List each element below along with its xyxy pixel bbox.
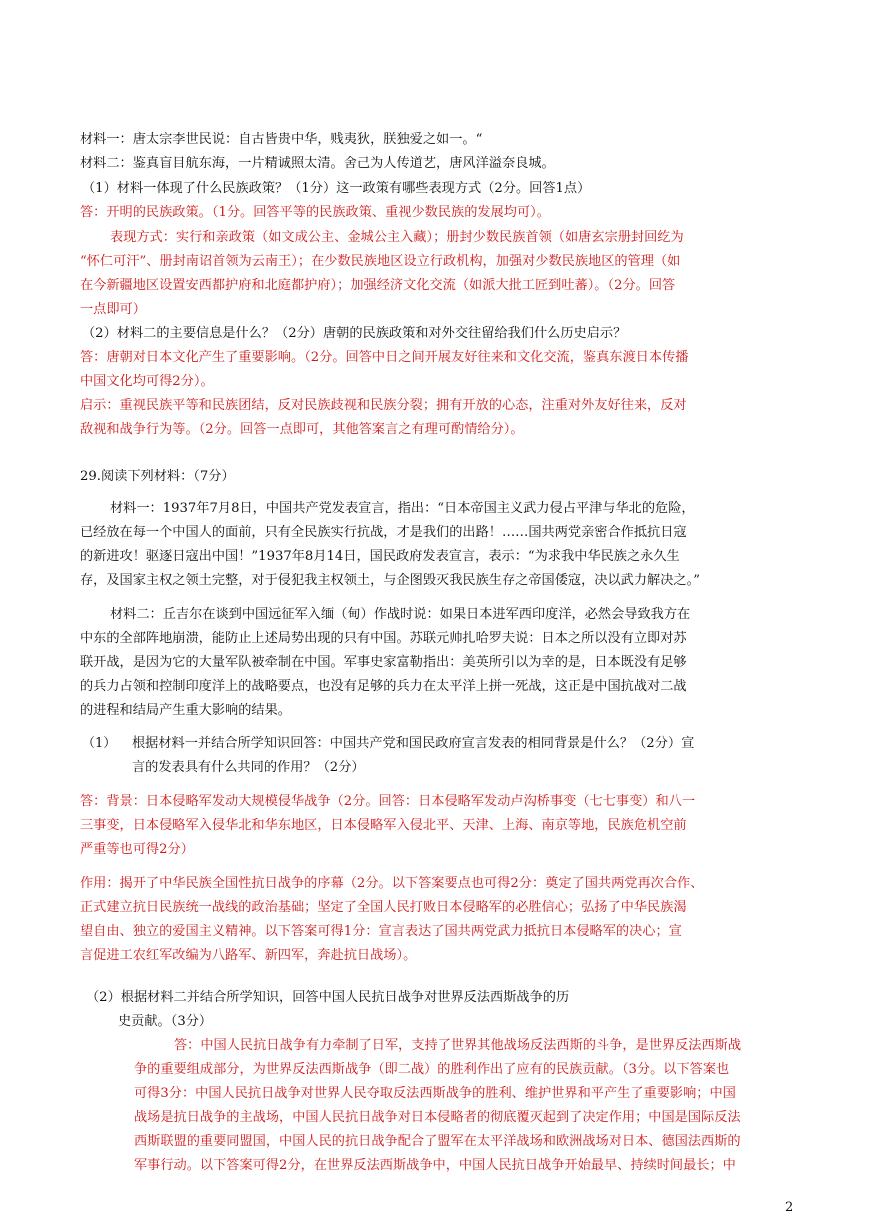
material-2-jianzhen: 材料二：鉴真盲目航东海，一片精诚照太清。舍己为人传道艺，唐风洋溢奈良城。	[80, 156, 555, 171]
answer-effect: 作用：揭开了中华民族全国性抗日战争的序幕（2分。以下答案要点也可得2分：奠定了国共两党再次合作、	[80, 876, 704, 891]
answer-1-detail-line: 表现方式：实行和亲政策（如文成公主、金城公主入藏）；册封少数民族首领（如唐玄宗册封回纥为	[110, 230, 684, 245]
question-2: （2）材料二的主要信息是什么？（2分）唐朝的民族政策和对外交往留给我们什么历史启示？	[82, 326, 627, 341]
material-2-churchill: 的进程和结局产生重大影响的结果。	[80, 703, 291, 718]
material-1-tang: 材料一：唐太宗李世民说：自古皆贵中华，贱夷狄，朕独爱之如一。“	[80, 132, 483, 147]
question-1-number: （1）	[82, 736, 117, 751]
answer-contribution: 答：中国人民抗日战争有力牵制了日军，支持了世界其他战场反法西斯的斗争，是世界反法西斯战	[174, 1038, 742, 1053]
material-2-churchill: 材料二：丘吉尔在谈到中国远征军入缅（甸）作战时说：如果日本进军西印度洋，必然会导致我方在	[110, 607, 691, 622]
answer-2-insight: 敌视和战争行为等。（2分。回答一点即可，其他答案言之有理可酌情给分）。	[80, 422, 524, 437]
answer-contribution: 军事行动。以下答案可得2分，在世界反法西斯战争中，中国人民抗日战争开始最早、持续时间最长；中	[134, 1158, 736, 1173]
answer-background: 严重等也可得2分）	[80, 842, 194, 857]
question-2-text: （2）根据材料二并结合所学知识，回答中国人民抗日战争对世界反法西斯战争的历	[86, 990, 570, 1005]
answer-effect: 正式建立抗日民族统一战线的政治基础；坚定了全国人民打败日本侵略军的必胜信心；弘扬了中华民族渴	[80, 900, 687, 915]
answer-effect: 望自由、独立的爱国主义精神。以下答案可得1分：宣言表达了国共两党武力抵抗日本侵略军的决心；宣	[80, 924, 682, 939]
answer-background: 答：背景：日本侵略军发动大规模侵华战争（2分。回答：日本侵略军发动卢沟桥事变（七七事变）和八一	[80, 794, 696, 809]
material-1-1937: 的新进攻！驱逐日寇出中国！”1937年8月14日，国民政府发表宣言，表示：“为求我中华民族之永久生	[80, 549, 680, 564]
answer-1-detail-line: “怀仁可汗”、册封南诏首领为云南王）；在少数民族地区设立行政机构，加强对少数民族地区的管理（如	[80, 254, 681, 269]
answer-1: 答：开明的民族政策。（1分。回答平等的民族政策、重视少数民族的发展均可）。	[80, 205, 550, 220]
answer-contribution: 可得3分：中国人民抗日战争对世界人民夺取反法西斯战争的胜利、维护世界和平产生了重要影响；中国	[134, 1086, 736, 1101]
question-29-heading: 29.阅读下列材料：（7分）	[80, 469, 235, 484]
answer-contribution: 西斯联盟的重要同盟国，中国人民的抗日战争配合了盟军在太平洋战场和欧洲战场对日本、德国法西斯的	[134, 1134, 741, 1149]
material-1-1937: 已经放在每一个中国人的面前，只有全民族实行抗战，才是我们的出路！……国共两党亲密合作抵抗日寇	[80, 525, 687, 540]
answer-2: 中国文化均可得2分）。	[80, 374, 214, 389]
material-2-churchill: 中东的全部阵地崩溃，能防止上述局势出现的只有中国。苏联元帅扎哈罗夫说：日本之所以没有立即对苏	[80, 631, 687, 646]
question-2-text: 史贡献。（3分）	[118, 1014, 213, 1029]
answer-contribution: 战场是抗日战争的主战场，中国人民抗日战争对日本侵略者的彻底覆灭起到了决定作用；中国是国际反法	[134, 1110, 741, 1125]
material-2-churchill: 的兵力占领和控制印度洋上的战略要点，也没有足够的兵力在太平洋上拼一死战，这正是中国抗战对二战	[80, 679, 687, 694]
question-1: （1）材料一体现了什么民族政策？（1分）这一政策有哪些表现方式（2分。回答1点）	[82, 181, 591, 196]
question-1-text: 根据材料一并结合所学知识回答：中国共产党和国民政府宣言发表的相同背景是什么？（2分）宣	[132, 736, 695, 751]
question-1-text: 言的发表具有什么共同的作用？（2分）	[132, 760, 365, 775]
answer-1-detail-line: 一点即可）	[80, 302, 146, 317]
answer-background: 三事变，日本侵略军入侵华北和华东地区，日本侵略军入侵北平、天津、上海、南京等地，民族危机空前	[80, 818, 687, 833]
material-1-1937: 存，及国家主权之领土完整，对于侵犯我主权领土，与企图毁灭我民族生存之帝国倭寇，决以武力解决之。”	[80, 573, 700, 588]
page-number: 2	[785, 1200, 794, 1215]
answer-contribution: 争的重要组成部分，为世界反法西斯战争（即二战）的胜利作出了应有的民族贡献。（3分。以下答案也	[134, 1062, 730, 1077]
answer-2: 答：唐朝对日本文化产生了重要影响。（2分。回答中日之间开展友好往来和文化交流，鉴真东渡日本传播	[80, 350, 689, 365]
answer-effect: 言促进工农红军改编为八路军、新四军，奔赴抗日战场）。	[80, 948, 417, 963]
answer-1-detail-line: 在今新疆地区设置安西都护府和北庭都护府）；加强经济文化交流（如派大批工匠到吐蕃）。（2分。回答	[80, 278, 676, 293]
answer-2-insight: 启示：重视民族平等和民族团结，反对民族歧视和民族分裂；拥有开放的心态，注重对外友好往来，反对	[80, 398, 687, 413]
material-1-1937: 材料一：1937年7月8日，中国共产党发表宣言，指出：“日本帝国主义武力侵占平津与华北的危险，	[110, 501, 695, 516]
material-2-churchill: 联开战，是因为它的大量军队被牵制在中国。军事史家富勒指出：美英所引以为幸的是，日本既没有足够	[80, 655, 687, 670]
